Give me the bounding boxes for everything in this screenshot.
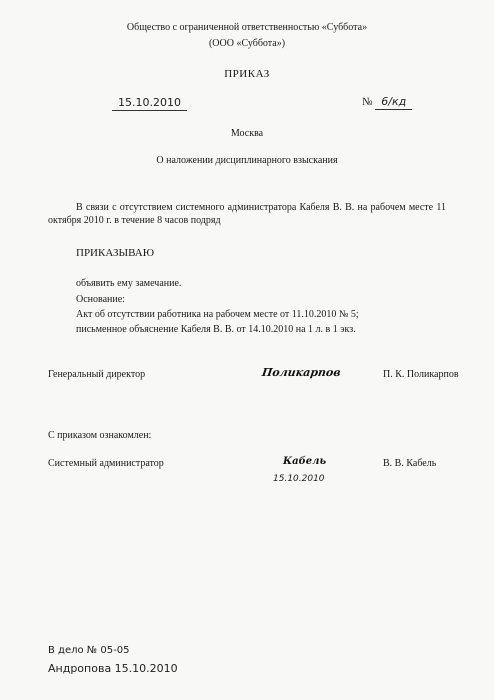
basis-item-1: Акт об отсутствии работника на рабочем месте от 11.10.2010 № 5; — [76, 309, 359, 320]
number-sign: № — [362, 96, 373, 108]
director-name: П. К. Поликарпов — [383, 369, 459, 380]
order-date: 15.10.2010 — [112, 96, 187, 109]
employee-signature: Кабель — [283, 456, 327, 467]
director-position: Генеральный директор — [48, 369, 146, 380]
employee-sign-date: 15.10.2010 — [273, 474, 325, 484]
order-text: объявить ему замечание. — [76, 278, 182, 289]
employee-name: В. В. Кабель — [383, 458, 437, 469]
order-number — [362, 96, 412, 108]
basis-item-2: письменное объяснение Кабеля В. В. от 14.10.2010 на 1 л. в 1 экз. — [76, 324, 356, 335]
order-preamble: В связи с отсутствием системного администратора Кабеля В. В. на рабочем месте 11 октября 2010 г. в течение 8 часов подряд — [48, 202, 446, 226]
document-type: ПРИКАЗ — [224, 68, 270, 80]
archive-signature: Андропова 15.10.2010 — [48, 662, 178, 675]
archive-note: В дело № 05-05 — [48, 645, 130, 656]
organization-short-name: (ООО «Суббота») — [208, 38, 286, 49]
director-signature: Поликарпов — [261, 366, 342, 379]
order-word: ПРИКАЗЫВАЮ — [76, 247, 155, 259]
city: Москва — [230, 128, 264, 139]
number-value: 6/кд — [375, 95, 412, 110]
basis-label: Основание: — [76, 294, 125, 305]
acquainted-label: С приказом ознакомлен: — [48, 430, 152, 441]
order-subject: О наложении дисциплинарного взыскания — [156, 155, 338, 166]
employee-position: Системный администратор — [48, 458, 164, 469]
organization-name: Общество с ограниченной ответственностью «Суббота» — [126, 22, 368, 33]
